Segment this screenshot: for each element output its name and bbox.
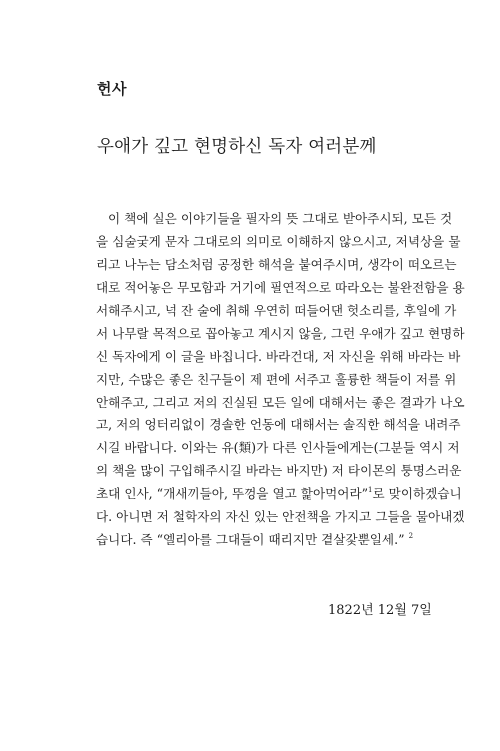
body-line: 안해주고, 그리고 저의 진실된 모든 일에 대해서는 좋은 결과가 나오 xyxy=(96,394,465,410)
body-line-tail: 로 맞이하겠습니 xyxy=(372,486,462,502)
body-line: 을 심술궂게 문자 그대로의 의미로 이해하지 않으시고, 저녁상을 물 xyxy=(96,233,461,249)
body-line: 시길 바랍니다. 이와는 유(類)가 다른 인사들에게는(그분들 역시 저 xyxy=(96,440,460,456)
body-line: 이 책에 실은 이야기들을 필자의 뜻 그대로 받아주시되, 모든 것 xyxy=(108,211,453,226)
footnote-ref[interactable]: 1 xyxy=(368,486,373,495)
body-line: 신 독자에게 이 글을 바칩니다. 바라건대, 저 자신을 위해 바라는 바 xyxy=(96,348,461,364)
body-line: 의 책을 많이 구입해주시길 바라는 바지만) 저 타이몬의 퉁명스러운 xyxy=(96,463,462,479)
body-line: 서해주시고, 넉 잔 술에 취해 우연히 떠들어댄 헛소리를, 후일에 가 xyxy=(96,302,457,318)
body-line-last xyxy=(96,529,426,552)
body-line: 리고 나누는 담소처럼 공정한 해석을 붙여주시며, 생각이 떠오르는 xyxy=(96,256,457,272)
body-line: 고, 저의 엉터리없이 경솔한 언동에 대해서는 솔직한 해석을 내려주 xyxy=(96,417,461,433)
body-line-with-footnote xyxy=(96,483,462,506)
dedication-date: 1822년 12월 7일 xyxy=(328,603,432,618)
body-line: 다. 아니면 저 철학자의 자신 있는 안전책을 가지고 그들을 물아내겠 xyxy=(96,509,465,525)
body-line: 대로 적어놓은 무모함과 거기에 필연적으로 따라오는 불완전함을 용 xyxy=(96,279,465,295)
body-line-head: 초대 인사, “개새끼들아, 뚜껑을 열고 핥아먹어라” xyxy=(96,486,369,502)
section-label: 헌사 xyxy=(97,80,127,98)
body-line-head: 습니다. 즉 “엘리아를 그대들이 때리지만 곁살갗뿐일세.” xyxy=(96,532,405,548)
dedication-body xyxy=(96,208,465,552)
footnote-ref[interactable]: 2 xyxy=(408,532,414,541)
body-line: 지만, 수많은 좋은 친구들이 제 편에 서주고 훌륭한 책들이 저를 위 xyxy=(96,371,457,387)
dedication-heading: 우애가 깊고 현명하신 독자 여러분께 xyxy=(97,137,377,157)
body-line: 서 나무랄 목적으로 꼽아놓고 계시지 않을, 그런 우애가 깊고 현명하 xyxy=(96,325,465,341)
